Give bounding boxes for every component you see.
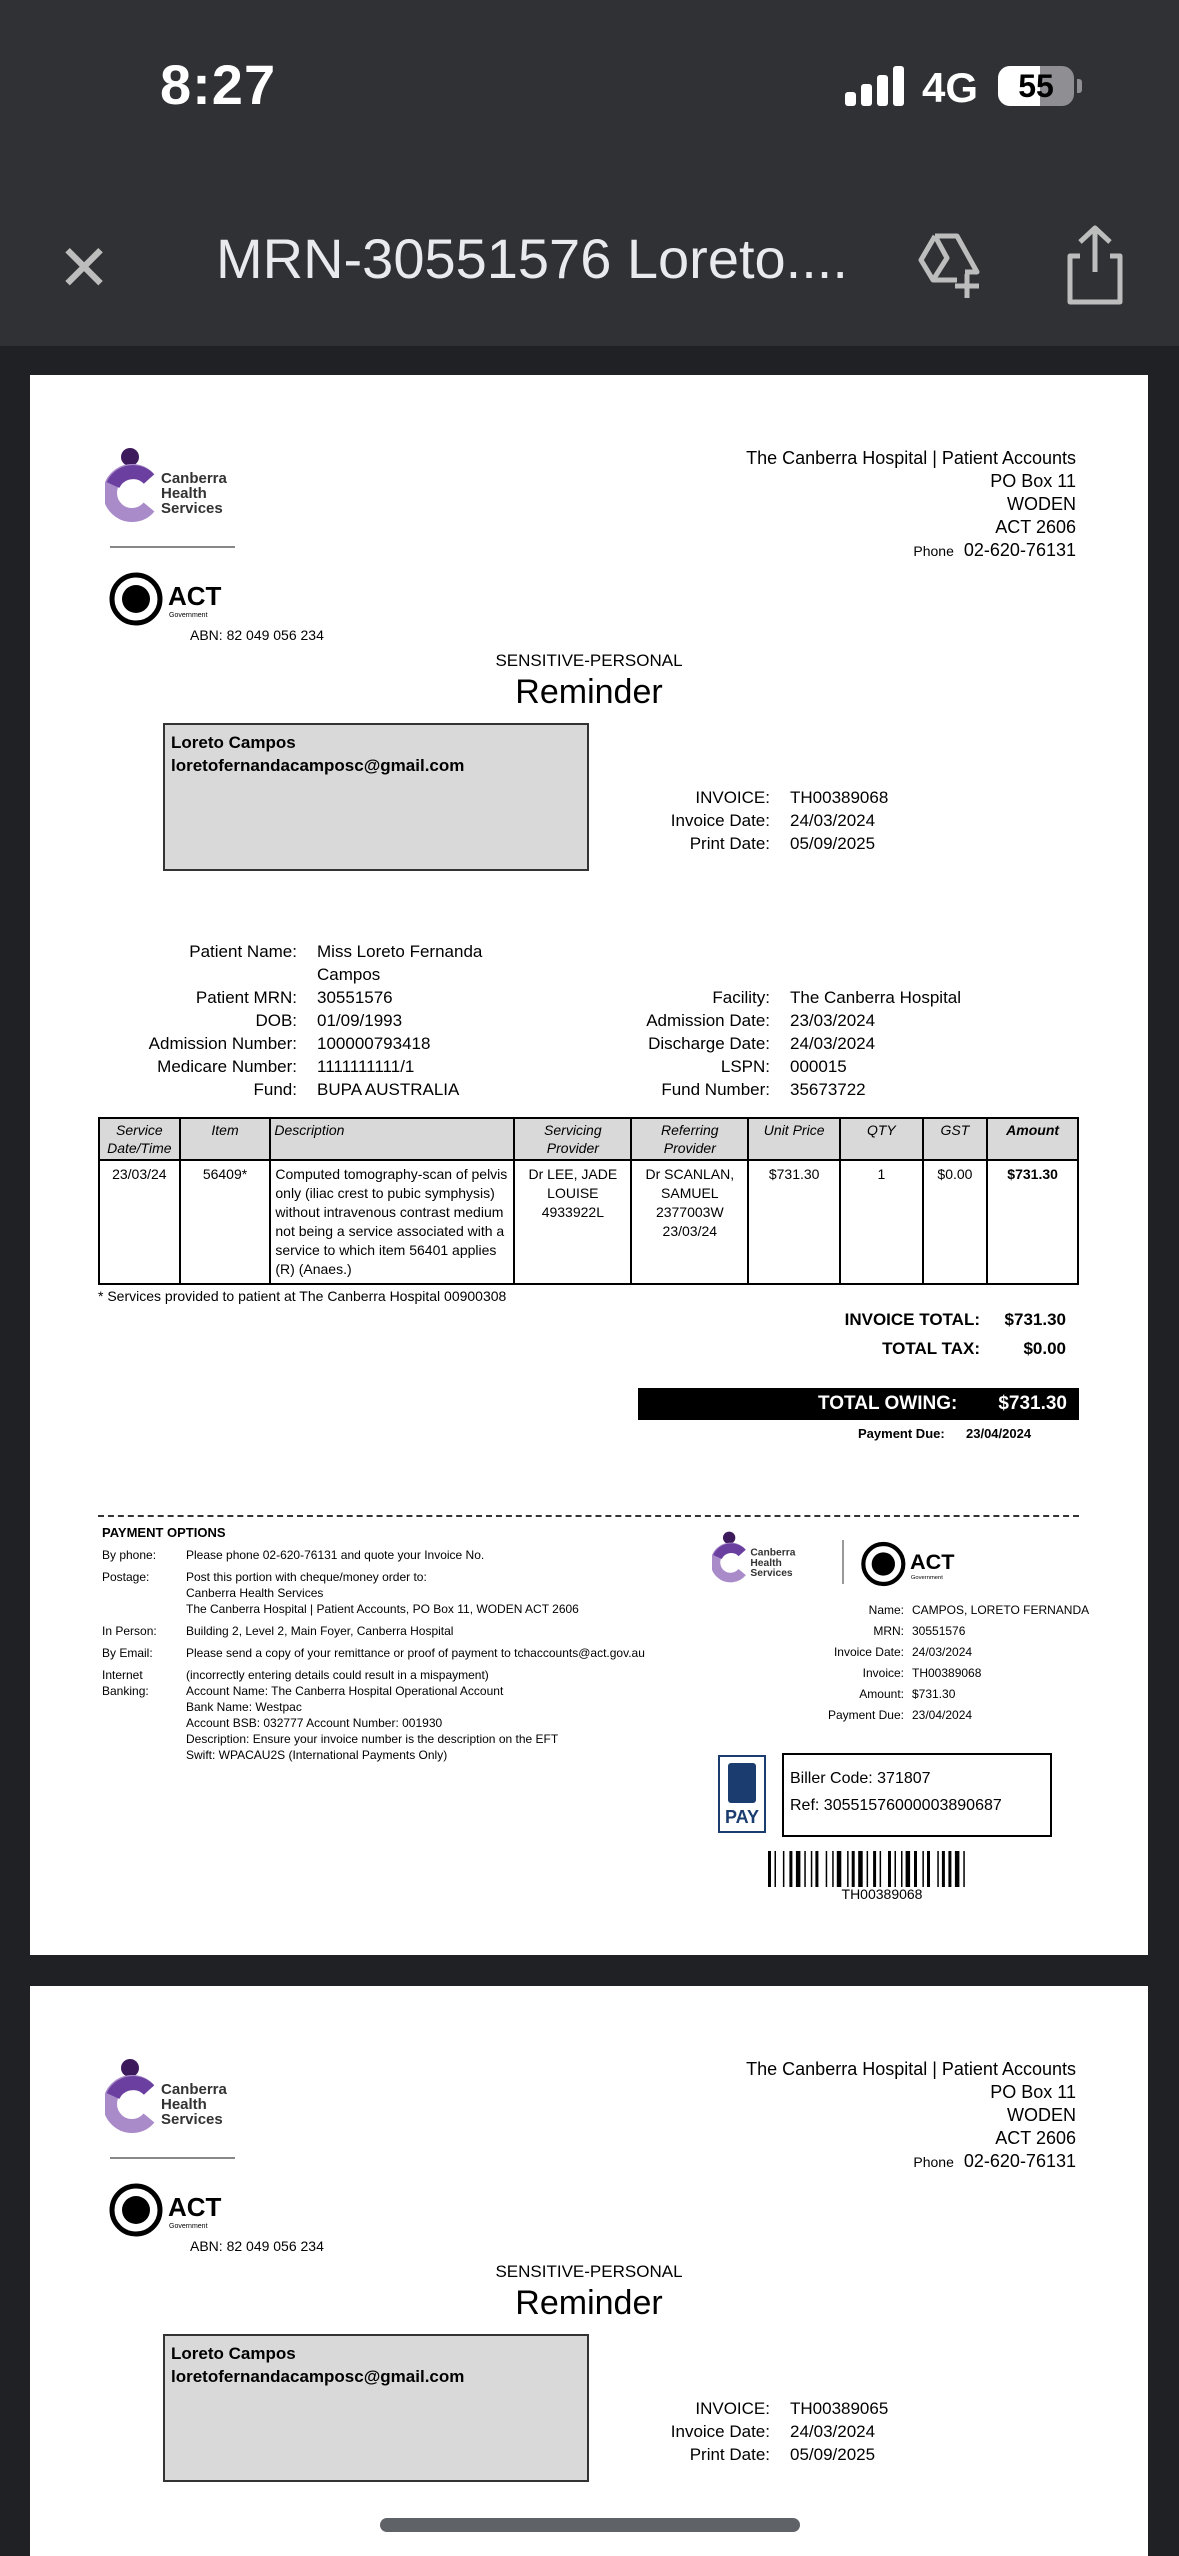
- status-bar: [0, 0, 1179, 176]
- barcode-bar: [888, 1851, 891, 1887]
- barcode-bar: [811, 1851, 813, 1887]
- canberra-health-services-logo: [105, 445, 245, 525]
- provider-line: 2377003W: [655, 1204, 724, 1220]
- logo-separator: [842, 1540, 844, 1584]
- detail-label: Fund Number:: [661, 1080, 770, 1099]
- table-header-row: [99, 1118, 1078, 1160]
- detail-value: 23/03/2024: [790, 1011, 876, 1030]
- detail-row: [620, 2397, 950, 2420]
- remittance-value: 30551576: [912, 1624, 966, 1638]
- document-page-2[interactable]: [30, 1986, 1148, 2556]
- canberra-health-services-logo-small: [712, 1525, 808, 1589]
- act-government-logo-small: [860, 1540, 960, 1588]
- barcode-bar: [963, 1851, 965, 1887]
- act-government-logo: [108, 2182, 228, 2238]
- address-line: WODEN: [1007, 2105, 1076, 2125]
- payment-due-value: 23/04/2024: [966, 1426, 1032, 1441]
- table-header: Servicing Provider: [514, 1118, 631, 1160]
- battery-tip: [1077, 79, 1082, 93]
- detail-value: 30551576: [317, 988, 393, 1007]
- total-tax-label: TOTAL TAX:: [882, 1339, 980, 1358]
- detail-label: LSPN:: [720, 1057, 770, 1076]
- detail-label: Medicare Number:: [157, 1057, 297, 1076]
- hospital-address: [746, 447, 1076, 563]
- barcode-bar: [832, 1851, 834, 1887]
- detail-row: [620, 832, 950, 855]
- payment-options-title: PAYMENT OPTIONS: [102, 1525, 226, 1540]
- addressee-email: loretofernandacamposc@gmail.com: [171, 2367, 465, 2386]
- cell-gst: $0.00: [923, 1160, 988, 1284]
- payment-option-text: Post this portion with cheque/money order to: Canberra Health Services The Canberra Hospital | Patient Accounts, PO Box 11, WODEN ACT 2606: [186, 1570, 579, 1616]
- logo-divider: [110, 546, 235, 548]
- act-logo-text: ACT: [168, 581, 222, 611]
- address-line: PO Box 11: [990, 471, 1076, 491]
- chs-logo-text-3: Services: [161, 500, 223, 517]
- payment-option-label: By phone:: [102, 1548, 157, 1562]
- detail-row: [620, 1055, 990, 1078]
- barcode-bar: [796, 1851, 801, 1887]
- act-small-text: ACT: [910, 1549, 955, 1574]
- admission-details: [620, 986, 990, 1101]
- remittance-details: [750, 1600, 1089, 1726]
- detail-label: DOB:: [255, 1011, 297, 1030]
- provider-line: Dr SCANLAN,: [645, 1166, 735, 1182]
- invoice-meta: [620, 2397, 950, 2466]
- detail-row: [620, 1032, 990, 1055]
- provider-line: Dr LEE, JADE: [528, 1166, 618, 1182]
- provider-line: 4933922L: [541, 1204, 604, 1220]
- close-button[interactable]: ✕: [57, 232, 111, 304]
- chs-small-text-2: Health: [750, 1557, 782, 1569]
- payment-option-text: Please send a copy of your remittance or proof of payment to tchaccounts@act.gov.au: [186, 1646, 645, 1660]
- detail-row: [90, 1078, 517, 1101]
- phone-label: Phone: [913, 2154, 954, 2170]
- payment-option: [102, 1667, 645, 1763]
- payment-option-label: In Person:: [102, 1624, 157, 1638]
- detail-value: BUPA AUSTRALIA: [317, 1080, 460, 1099]
- hospital-address: [746, 2058, 1076, 2174]
- detail-value: TH00389065: [790, 2399, 889, 2418]
- remittance-row: [750, 1621, 1089, 1642]
- barcode-bar: [775, 1851, 777, 1887]
- detail-value: 24/03/2024: [790, 811, 876, 830]
- logo-divider: [110, 2157, 235, 2159]
- payment-option: [102, 1547, 645, 1563]
- barcode-bar: [955, 1851, 960, 1887]
- detail-label: Print Date:: [689, 2445, 770, 2464]
- barcode-bar: [873, 1851, 876, 1887]
- phone-label: Phone: [913, 543, 954, 559]
- barcode-bar: [847, 1851, 849, 1887]
- detail-row: [90, 986, 517, 1009]
- payment-options: [102, 1525, 645, 1769]
- barcode-text: TH00389068: [841, 1886, 923, 1902]
- detail-value: 05/09/2025: [790, 2445, 876, 2464]
- chs-logo-text-2: Health: [161, 485, 207, 502]
- payment-due-label: Payment Due:: [858, 1426, 945, 1441]
- payment-option-label: Internet Banking:: [102, 1668, 149, 1698]
- table-row: [99, 1160, 1078, 1284]
- patient-details: [90, 940, 517, 1101]
- cell-referring-provider: [631, 1160, 748, 1284]
- table-header: QTY: [840, 1118, 923, 1160]
- barcode-bar: [942, 1851, 945, 1887]
- detail-row: [620, 1078, 990, 1101]
- remittance-row: [750, 1642, 1089, 1663]
- barcode-bar: [783, 1851, 785, 1887]
- detail-value: 05/09/2025: [790, 834, 876, 853]
- remittance-label: Payment Due:: [827, 1708, 904, 1722]
- bpay-text: PAY: [724, 1807, 760, 1827]
- detail-value: Miss Loreto Fernanda: [317, 942, 483, 961]
- total-owing-bar: [638, 1388, 1079, 1420]
- address-line: ACT 2606: [995, 517, 1076, 537]
- invoice-total-value: $731.30: [1004, 1310, 1066, 1329]
- cell-servicing-provider: [514, 1160, 631, 1284]
- detail-label: Admission Number:: [148, 1034, 297, 1053]
- barcode-bar: [901, 1851, 903, 1887]
- detail-row: [620, 2420, 950, 2443]
- address-line: ACT 2606: [995, 2128, 1076, 2148]
- detail-value: The Canberra Hospital: [790, 988, 962, 1007]
- network-type: 4G: [922, 64, 979, 111]
- remittance-label: Name:: [868, 1603, 904, 1617]
- address-line: The Canberra Hospital | Patient Accounts: [746, 448, 1076, 468]
- table-header: Unit Price: [748, 1118, 840, 1160]
- sensitivity-label: SENSITIVE-PERSONAL: [495, 2262, 683, 2281]
- detail-row: [90, 1009, 517, 1032]
- remittance-row: [750, 1684, 1089, 1705]
- address-line: The Canberra Hospital | Patient Accounts: [746, 2059, 1076, 2079]
- detail-value: Campos: [317, 965, 381, 984]
- barcode-bar: [826, 1851, 828, 1887]
- status-time: 8:27: [160, 53, 277, 116]
- detail-row: [620, 986, 990, 1009]
- detail-label: Fund:: [253, 1080, 297, 1099]
- detail-row: [90, 1055, 517, 1078]
- barcode-bar: [858, 1851, 863, 1887]
- viewer-toolbar: [0, 176, 1179, 346]
- battery-icon: [998, 66, 1074, 106]
- chs-logo-text-1: Canberra: [161, 2081, 227, 2098]
- bpay-mark: [728, 1763, 756, 1803]
- add-to-drive-icon: [905, 222, 995, 312]
- table-header: Amount: [987, 1118, 1078, 1160]
- barcode-bar: [927, 1851, 930, 1887]
- cell-unit-price: $731.30: [748, 1160, 840, 1284]
- remittance-row: [750, 1705, 1089, 1726]
- remittance-row: [750, 1600, 1089, 1621]
- barcode: [768, 1851, 996, 1887]
- remittance-label: Amount:: [859, 1687, 904, 1701]
- sensitivity-label: SENSITIVE-PERSONAL: [495, 651, 683, 670]
- remittance-row: [750, 1663, 1089, 1684]
- document-type-heading: Reminder: [515, 2284, 663, 2322]
- invoice-meta: [620, 786, 950, 855]
- document-page-1[interactable]: [30, 375, 1148, 1955]
- battery-percent: 55: [1018, 68, 1054, 104]
- payment-option-text: Please phone 02-620-76131 and quote your Invoice No.: [186, 1548, 485, 1562]
- detail-row: [90, 1032, 517, 1055]
- table-header: Referring Provider: [631, 1118, 748, 1160]
- detail-row: [620, 809, 950, 832]
- phone-number: 02-620-76131: [963, 540, 1076, 560]
- act-logo-sub: Government: [169, 2223, 208, 2230]
- provider-line: LOUISE: [547, 1185, 599, 1201]
- invoice-total-label: INVOICE TOTAL:: [844, 1310, 980, 1329]
- cell-description: Computed tomography-scan of pelvis only (iliac crest to pubic symphysis) without intravenous contrast medium not being a service associated with a service to which item 56401 applies (R) (Anaes.): [270, 1160, 514, 1284]
- remittance-value: 23/04/2024: [912, 1708, 973, 1722]
- address-line: WODEN: [1007, 494, 1076, 514]
- cell-item: 56409*: [180, 1160, 271, 1284]
- detail-row: [620, 1009, 990, 1032]
- chs-small-text-1: Canberra: [750, 1547, 796, 1559]
- addressee-box: [163, 2334, 589, 2482]
- barcode-bar: [867, 1851, 869, 1887]
- detail-label: Discharge Date:: [648, 1034, 770, 1053]
- payment-option: [102, 1623, 645, 1639]
- detail-label: Invoice Date:: [670, 811, 770, 830]
- table-header: Description: [270, 1118, 514, 1160]
- total-owing-label: TOTAL OWING:: [818, 1393, 958, 1414]
- detail-value: 35673722: [790, 1080, 866, 1099]
- add-to-drive-button[interactable]: [905, 222, 995, 312]
- cell-amount: $731.30: [987, 1160, 1078, 1284]
- remittance-value: TH00389068: [912, 1666, 982, 1680]
- barcode-bar: [880, 1851, 882, 1887]
- services-note: * Services provided to patient at The Canberra Hospital 00900308: [98, 1288, 507, 1304]
- barcode-bar: [815, 1851, 818, 1887]
- bpay-logo: [718, 1755, 766, 1833]
- canberra-health-services-logo: [105, 2056, 245, 2136]
- addressee-name: Loreto Campos: [171, 2344, 296, 2363]
- cell-date: 23/03/24: [99, 1160, 180, 1284]
- table-header: GST: [923, 1118, 988, 1160]
- detail-row: [620, 2443, 950, 2466]
- barcode-bar: [837, 1851, 842, 1887]
- detail-label: Facility:: [712, 988, 770, 1007]
- detail-value: 24/03/2024: [790, 2422, 876, 2441]
- detail-label: Print Date:: [689, 834, 770, 853]
- detail-value: 1111111111/1: [317, 1057, 415, 1076]
- addressee-box: [163, 723, 589, 871]
- act-small-sub: Government: [910, 1575, 943, 1581]
- barcode-bar: [937, 1851, 939, 1887]
- chs-logo-text-3: Services: [161, 2111, 223, 2128]
- document-type-heading: Reminder: [515, 673, 663, 711]
- total-owing-value: $731.30: [998, 1393, 1067, 1414]
- barcode-bar: [948, 1851, 951, 1887]
- chs-logo-text-1: Canberra: [161, 470, 227, 487]
- detail-label: Patient MRN:: [195, 988, 297, 1007]
- table-header: Item: [180, 1118, 271, 1160]
- chs-small-text-3: Services: [750, 1568, 793, 1580]
- payment-option: [102, 1569, 645, 1617]
- abn-number: ABN: 82 049 056 234: [190, 627, 324, 643]
- remittance-value: $731.30: [912, 1687, 956, 1701]
- detail-value: 01/09/1993: [317, 1011, 403, 1030]
- detail-value: 100000793418: [317, 1034, 431, 1053]
- remittance-value: CAMPOS, LORETO FERNANDA: [912, 1603, 1090, 1617]
- barcode-bar: [852, 1851, 855, 1887]
- payment-option-label: By Email:: [102, 1646, 153, 1660]
- bpay-ref: Ref: 30551576000003890687: [790, 1797, 1002, 1814]
- detail-value: 24/03/2024: [790, 1034, 876, 1053]
- phone-number: 02-620-76131: [963, 2151, 1076, 2171]
- detail-label: INVOICE:: [695, 2399, 770, 2418]
- biller-code: Biller Code: 371807: [790, 1770, 931, 1787]
- barcode-bar: [768, 1851, 771, 1887]
- barcode-bar: [789, 1851, 792, 1887]
- barcode-bar: [804, 1851, 806, 1887]
- payment-option-text: (incorrectly entering details could result in a mispayment) Account Name: The Canberra Hospital Operational Account Bank Name: Westpac Account BSB: 032777 Account Number: 001930 Description: Ensure your invoice number is the description on the EFT Swift: WPACAU2S (International Payments Only): [186, 1668, 559, 1762]
- detail-label: INVOICE:: [695, 788, 770, 807]
- remittance-value: 24/03/2024: [912, 1645, 973, 1659]
- payment-option-label: Postage:: [102, 1570, 150, 1584]
- biller-info-box: [782, 1753, 1052, 1837]
- payment-option-text: Building 2, Level 2, Main Foyer, Canberra Hospital: [186, 1624, 454, 1638]
- barcode-bar: [906, 1851, 911, 1887]
- remittance-label: MRN:: [873, 1624, 904, 1638]
- tear-off-line: [98, 1515, 1079, 1517]
- provider-line: SAMUEL: [661, 1185, 719, 1201]
- detail-label: Admission Date:: [646, 1011, 770, 1030]
- share-icon: [1050, 220, 1140, 310]
- provider-line: 23/03/24: [662, 1223, 718, 1239]
- detail-label: Patient Name:: [189, 942, 297, 961]
- remittance-label: Invoice Date:: [833, 1645, 904, 1659]
- barcode-bar: [895, 1851, 897, 1887]
- cell-qty: 1: [840, 1160, 923, 1284]
- act-government-logo: [108, 571, 228, 627]
- addressee-email: loretofernandacamposc@gmail.com: [171, 756, 465, 775]
- barcode-bar: [914, 1851, 917, 1887]
- home-indicator[interactable]: [380, 2518, 800, 2532]
- share-button[interactable]: [1050, 220, 1140, 310]
- total-tax-value: $0.00: [1023, 1339, 1066, 1358]
- signal-icon: [845, 64, 905, 106]
- remittance-label: Invoice:: [862, 1666, 904, 1680]
- payment-option: [102, 1645, 645, 1661]
- addressee-name: Loreto Campos: [171, 733, 296, 752]
- detail-row: [90, 963, 517, 986]
- detail-value: TH00389068: [790, 788, 889, 807]
- invoice-items-table: [98, 1117, 1079, 1285]
- document-title: MRN-30551576 Loreto....: [216, 227, 848, 290]
- address-line: PO Box 11: [990, 2082, 1076, 2102]
- detail-label: [90, 963, 317, 986]
- detail-row: [620, 786, 950, 809]
- abn-number: ABN: 82 049 056 234: [190, 2238, 324, 2254]
- act-logo-text: ACT: [168, 2192, 222, 2222]
- barcode-bar: [922, 1851, 924, 1887]
- detail-label: Invoice Date:: [670, 2422, 770, 2441]
- table-header: Service Date/Time: [99, 1118, 180, 1160]
- chs-logo-text-2: Health: [161, 2096, 207, 2113]
- act-logo-sub: Government: [169, 612, 208, 619]
- detail-row: [90, 940, 517, 963]
- detail-value: 000015: [790, 1057, 847, 1076]
